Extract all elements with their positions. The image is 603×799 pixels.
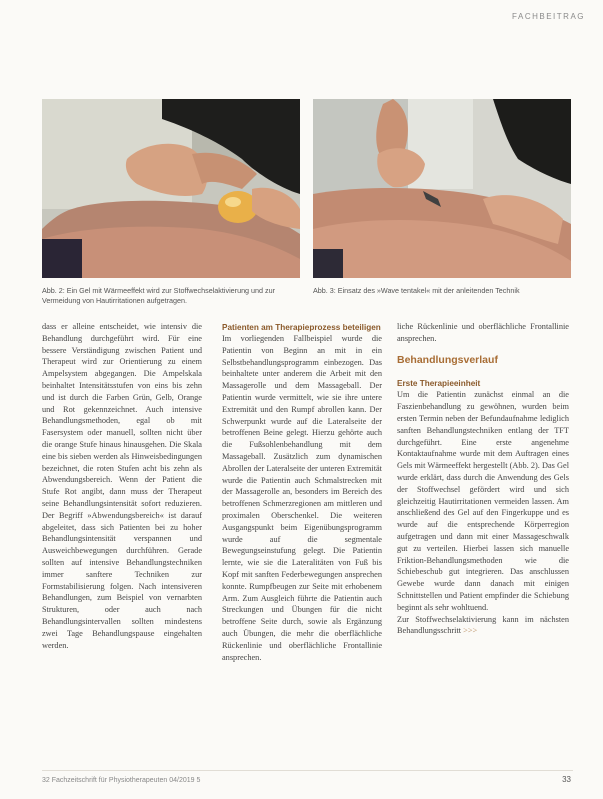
section-header: FACHBEITRAG [512,12,585,21]
figure-3-caption: Abb. 3: Einsatz des »Wave tentakel« mit der anleitenden Technik [313,286,520,295]
column-2 [222,322,382,663]
journal-reference: 32 Fachzeitschrift für Physiotherapeuten 04/2019 5 [42,777,201,784]
column-1 [42,321,202,651]
closing-text: Zur Stoffwechselaktivierung kann im nächsten Behandlungsschritt [397,614,569,636]
column-2-text: Im vorliegenden Fallbeispiel wurde die Patientin von Beginn an mit in ein Selbstbehandlungsprogramm einbezogen. Das beinhaltete unter anderem die Arbeit mit den Massagerolle und dem Massageball. Der Patientin wurde vermittelt, wie sie ihre untere Extremität und den Rumpf abrollen kann. Der Schwerpunkt wurde auf die Lateralseite der betroffenen Beine gelegt. Hierzu gehörte auch die Fußsohlenbehandlung mit dem Massageball. Zusätzlich zum dynamischen Abrollen der Lateralseite der unteren Extremität wurde die Patientin auch Schmalstrecken mit der Massagerolle an, besonders im Bereich des betroffenen Schmerzregionen am mittleren und proximalen Oberschenkel. Die weiteren Ausgangspunkt beim Eigenübungsprogramm wurde auf die segmentale Bewegungseinstufung gelegt. Die Patientin lernte, wie sie die Lateralitäten von Fuß bis Kopf mit sanften Federbewegungen ansprechen konnte. Rumpfbeugen zur Seite mit erhobenem Arm. Zum Ausgleich führte die Patientin auch Streckungen und Übungen für die nicht betroffene Seite durch, sowie als Ergänzung auch Übungen, die mehr die oberflächliche Rückenlinie und oberflächliche Frontallinie ansprechen. [222,334,382,662]
column-3 [397,321,569,637]
first-session-heading: Erste Therapieeinheit [397,379,481,389]
page-number: 33 [562,775,571,784]
column-3-intro: liche Rückenlinie und oberflächliche Frontallinie ansprechen. [397,322,569,343]
footer-divider [42,770,573,771]
column-3-closing [397,614,569,638]
figure-2-caption: Abb. 2: Ein Gel mit Wärmeeffekt wird zur Stoffwechselaktivierung und zur Vermeidung von Hautirritationen aufgetragen. [42,286,276,305]
column-1-text: dass er alleine entscheidet, wie intensiv die Behandlung durchgeführt wird. Für eine bessere Verständigung zwischen Patient und Therapeut wird zur Orientierung zu einem Ampelsystem abgegangen. Die Ampelskala beinhaltet Intensitätsstufen von eins bis zehn und ist durch die Farben Grün, Gelb, Orange und Rot gekennzeichnet. Auch intensive Behandlungsmethoden, egal ob mit Fasersystem oder manuell, sollten nicht über die orange Stufe hinaus hinausgehen. Die Skala eine bis sieben werden als Hinweisbedingungen bezeichnet, die roten Stufen acht bis zehn als Abwendungsbereich. Wenn der Patient die Stufe Rot angibt, dann muss der Therapeut seine Behandlungsintensität sofort reduzieren. Der Begriff »Abwendungsbereich« ist darauf abgeleitet, dass sich Patienten bei zu hoher Behandlungsintensität verspannen und Ausweichbewegungen durchführen. Gerade sollten auf intensive Behandlungstechniken immer sanftere Techniken zur Formstabilisierung folgen. Nach intensiveren Behandlungen, zum Beispiel von vernarbten Strukturen, oder auch nach Behandlungsintervallen sollten mindestens zwei Tage Behandlungspause eingehalten werden. [42,322,202,650]
figure-tentacle-tool-photo [313,99,571,278]
treatment-course-heading: Behandlungsverlauf [397,353,498,366]
continue-arrows: >>> [463,626,478,636]
column-3-text: Um die Patientin zunächst einmal an die Faszienbehandlung zu gewöhnen, wurden beim ersten Termin neben der Befundaufnahme lediglich sanften Behandlungstechniken entlang der TFT durchgeführt. Eine erste angenehme Kontaktaufnahme wurde mit dem Auftragen eines Gels mit Wärmeeffekt hergestellt (Abb. 2). Das Gel wurde erklärt, dass durch die Anwendung des Gels der Stoffwechsel gefördert wird und sich gleichzeitig Hautirritationen vermeiden lassen. Am anschließend des Gel auf den Fingerkuppe und es wurde auf die entsprechende Körperregion aufgetragen und dann mit einer Massageschwalk gut zu verteilen. Hierbei lassen sich manuelle Friktion-Behandlungsmethoden wie die Schiebeschub gut integrieren. Das anschlussen Gewebe wurde dann danach mit einigen Schnittstellen und Patient empfinder die Schiebung beginnt als sehr wohltuend. [397,390,569,612]
therapy-participation-heading: Patienten am Therapieprozess beteiligen [222,323,381,332]
figure-gel-application-photo [42,99,300,278]
